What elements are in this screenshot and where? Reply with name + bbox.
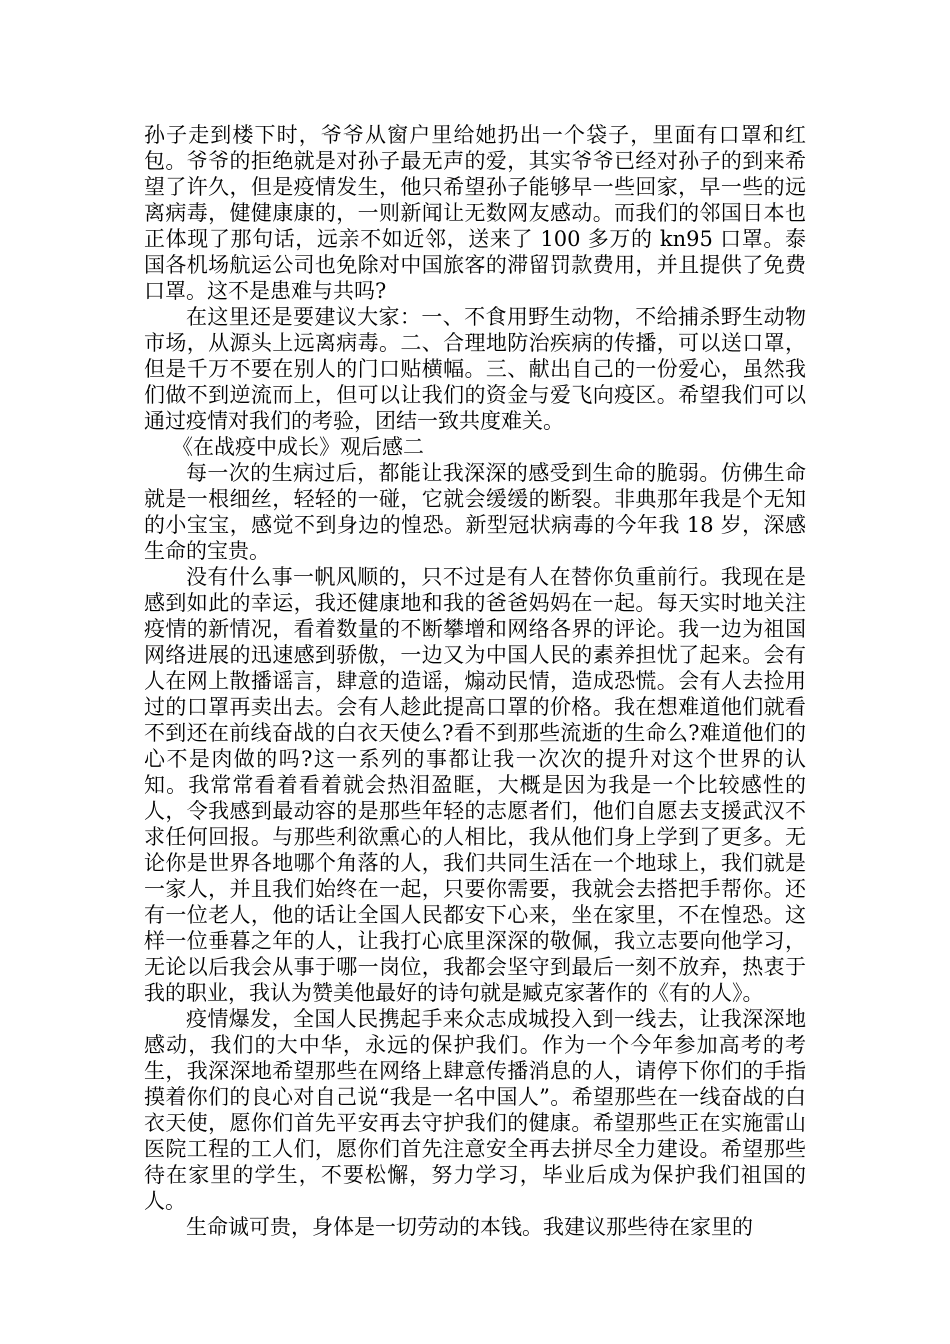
document-body (144, 122, 806, 1240)
section-title: 《在战疫中成长》观后感二 (172, 435, 424, 459)
paragraph-fragility: 每一次的生病过后，都能让我深深的感受到生命的脆弱。仿佛生命就是一根细丝，轻轻的一碰，它就会缓缓的断裂。非典那年我是个无知的小宝宝，感觉不到身边的惶恐。新型冠状病毒的今年我 18 岁，深感生命的宝贵。 (144, 461, 806, 563)
paragraph-closing: 生命诚可贵，身体是一切劳动的本钱。我建议那些待在家里的 (186, 1215, 753, 1239)
paragraph-suggestions: 在这里还是要建议大家：一、不食用野生动物，不给捕杀野生动物市场，从源头上远离病毒。二、合理地防治疾病的传播，可以送口罩，但是千万不要在别人的门口贴横幅。三、献出自己的一份爱心，虽然我们做不到逆流而上，但可以让我们的资金与爱飞向疫区。希望我们可以通过疫情对我们的考验，团结一致共度难关。 (144, 305, 806, 433)
paragraph-outbreak: 疫情爆发，全国人民携起手来众志成城投入到一线去，让我深深地感动，我们的大中华，永远的保护我们。作为一个今年参加高考的考生，我深深地希望那些在网络上肆意传播消息的人，请停下你们的手指摸着你们的良心对自己说“我是一名中国人”。希望那些在一线奋战的白衣天使，愿你们首先平安再去守护我们的健康。希望那些正在实施雷山医院工程的工人们，愿你们首先注意安全再去拼尽全力建设。希望那些待在家里的学生，不要松懈，努力学习，毕业后成为保护我们祖国的人。 (144, 1007, 806, 1213)
paragraph-continuation: 孙子走到楼下时，爷爷从窗户里给她扔出一个袋子，里面有口罩和红包。爷爷的拒绝就是对孙子最无声的爱，其实爷爷已经对孙子的到来希望了许久，但是疫情发生，他只希望孙子能够早一些回家，早一些的远离病毒，健健康康的，一则新闻让无数网友感动。而我们的邻国日本也正体现了那句话，远亲不如近邻，送来了 100 多万的 kn95 口罩。泰国各机场航运公司也免除对中国旅客的滞留罚款费用，并且提供了免费口罩。这不是患难与共吗? (144, 123, 806, 303)
paragraph-reflection: 没有什么事一帆风顺的，只不过是有人在替你负重前行。我现在是感到如此的幸运，我还健康地和我的爸爸妈妈在一起。每天实时地关注疫情的新情况，看着数量的不断攀增和网络各界的评论。我一边为祖国网络进展的迅速感到骄傲，一边又为中国人民的素养担忧了起来。会有人在网上散播谣言，肆意的造谣，煽动民情，造成恐慌。会有人去捡用过的口罩再卖出去。会有人趁此提高口罩的价格。我在想难道他们就看不到还在前线奋战的白衣天使么?看不到那些流逝的生命么?难道他们的心不是肉做的吗?这一系列的事都让我一次次的提升对这个世界的认知。我常常看着看着就会热泪盈眶，大概是因为我是一个比较感性的人，令我感到最动容的是那些年轻的志愿者们，他们自愿去支援武汉不求任何回报。与那些利欲熏心的人相比，我从他们身上学到了更多。无论你是世界各地哪个角落的人，我们共同生活在一个地球上，我们就是一家人，并且我们始终在一起，只要你需要，我就会去搭把手帮你。还有一位老人，他的话让全国人民都安下心来，坐在家里，不在惶恐。这样一位垂暮之年的人，让我打心底里深深的敬佩，我立志要向他学习，无论以后我会从事于哪一岗位，我都会坚守到最后一刻不放弃，热衷于我的职业，我认为赞美他最好的诗句就是臧克家著作的《有的人》。 (144, 565, 806, 1005)
